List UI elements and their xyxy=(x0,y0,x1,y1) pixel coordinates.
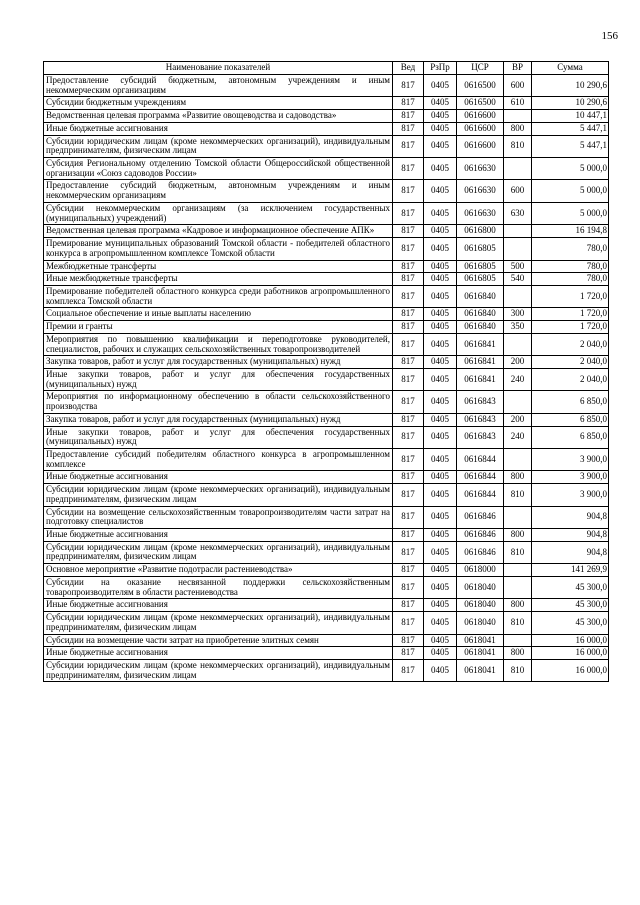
table-row xyxy=(44,308,609,321)
cell-rzpr: 0405 xyxy=(424,308,457,321)
cell-csr: 0618000 xyxy=(457,564,504,577)
cell-ved: 817 xyxy=(393,647,424,660)
table-row xyxy=(44,647,609,660)
cell-sum: 904,8 xyxy=(532,529,609,542)
cell-ved: 817 xyxy=(393,110,424,123)
cell-rzpr: 0405 xyxy=(424,484,457,506)
cell-rzpr: 0405 xyxy=(424,659,457,681)
cell-vr xyxy=(504,110,532,123)
cell-sum: 5 000,0 xyxy=(532,202,609,224)
cell-csr: 0616841 xyxy=(457,333,504,355)
cell-sum: 45 300,0 xyxy=(532,612,609,634)
cell-ved: 817 xyxy=(393,426,424,448)
header-sum: Сумма xyxy=(532,62,609,75)
cell-name: Предоставление субсидий победителям областного конкурса в агропромышленном комплексе xyxy=(44,449,393,471)
cell-sum: 16 000,0 xyxy=(532,659,609,681)
page-number: 156 xyxy=(601,30,618,42)
cell-sum: 3 900,0 xyxy=(532,484,609,506)
cell-rzpr: 0405 xyxy=(424,180,457,202)
cell-rzpr: 0405 xyxy=(424,599,457,612)
cell-name: Субсидии юридическим лицам (кроме некоммерческих организаций), индивидуальным предпринимателям, физическим лицам xyxy=(44,135,393,157)
cell-name: Предоставление субсидий бюджетным, автономным учреждениям и иным некоммерческим организациям xyxy=(44,180,393,202)
cell-vr: 800 xyxy=(504,529,532,542)
cell-vr xyxy=(504,634,532,647)
cell-name: Субсидии юридическим лицам (кроме некоммерческих организаций), индивидуальным предпринимателям, физическим лицам xyxy=(44,541,393,563)
cell-ved: 817 xyxy=(393,202,424,224)
cell-sum: 3 900,0 xyxy=(532,449,609,471)
cell-ved: 817 xyxy=(393,321,424,334)
cell-csr: 0618040 xyxy=(457,599,504,612)
cell-vr: 350 xyxy=(504,321,532,334)
cell-name: Иные бюджетные ассигнования xyxy=(44,529,393,542)
table-row xyxy=(44,484,609,506)
cell-csr: 0616805 xyxy=(457,238,504,260)
cell-sum: 1 720,0 xyxy=(532,285,609,307)
cell-vr xyxy=(504,285,532,307)
header-name: Наименование показателей xyxy=(44,62,393,75)
table-row xyxy=(44,413,609,426)
table-row xyxy=(44,110,609,123)
cell-ved: 817 xyxy=(393,564,424,577)
cell-sum: 6 850,0 xyxy=(532,391,609,413)
cell-vr: 800 xyxy=(504,471,532,484)
cell-csr: 0616844 xyxy=(457,471,504,484)
cell-sum: 2 040,0 xyxy=(532,368,609,390)
cell-rzpr: 0405 xyxy=(424,413,457,426)
cell-csr: 0616844 xyxy=(457,484,504,506)
cell-sum: 16 194,8 xyxy=(532,225,609,238)
cell-sum: 10 447,1 xyxy=(532,110,609,123)
cell-rzpr: 0405 xyxy=(424,333,457,355)
cell-csr: 0616805 xyxy=(457,260,504,273)
cell-sum: 10 290,6 xyxy=(532,75,609,97)
cell-rzpr: 0405 xyxy=(424,576,457,598)
cell-ved: 817 xyxy=(393,391,424,413)
cell-sum: 1 720,0 xyxy=(532,308,609,321)
cell-sum: 6 850,0 xyxy=(532,426,609,448)
cell-vr: 810 xyxy=(504,135,532,157)
cell-csr: 0618040 xyxy=(457,576,504,598)
cell-csr: 0616846 xyxy=(457,541,504,563)
cell-rzpr: 0405 xyxy=(424,471,457,484)
cell-name: Ведомственная целевая программа «Кадровое и информационное обеспечение АПК» xyxy=(44,225,393,238)
cell-name: Основное мероприятие «Развитие подотрасли растениеводства» xyxy=(44,564,393,577)
cell-vr xyxy=(504,238,532,260)
cell-name: Иные бюджетные ассигнования xyxy=(44,599,393,612)
cell-sum: 45 300,0 xyxy=(532,576,609,598)
table-row xyxy=(44,260,609,273)
cell-vr: 630 xyxy=(504,202,532,224)
table-row xyxy=(44,576,609,598)
cell-csr: 0616500 xyxy=(457,75,504,97)
cell-name: Субсидии на оказание несвязанной поддержки сельскохозяйственным товаропроизводителям в области растениеводства xyxy=(44,576,393,598)
cell-sum: 5 000,0 xyxy=(532,180,609,202)
cell-ved: 817 xyxy=(393,260,424,273)
cell-rzpr: 0405 xyxy=(424,529,457,542)
cell-name: Мероприятия по информационному обеспечению в области сельскохозяйственного производства xyxy=(44,391,393,413)
cell-ved: 817 xyxy=(393,612,424,634)
table-row xyxy=(44,426,609,448)
table-row xyxy=(44,225,609,238)
cell-sum: 10 290,6 xyxy=(532,97,609,110)
cell-sum: 5 000,0 xyxy=(532,158,609,180)
cell-csr: 0616846 xyxy=(457,506,504,528)
table-row xyxy=(44,612,609,634)
cell-name: Иные бюджетные ассигнования xyxy=(44,122,393,135)
cell-name: Социальное обеспечение и иные выплаты населению xyxy=(44,308,393,321)
table-row xyxy=(44,449,609,471)
cell-name: Субсидии юридическим лицам (кроме некоммерческих организаций), индивидуальным предпринимателям, физическим лицам xyxy=(44,659,393,681)
cell-vr: 600 xyxy=(504,75,532,97)
cell-name: Субсидии некоммерческим организациям (за исключением государственных (муниципальных) учреждений) xyxy=(44,202,393,224)
cell-ved: 817 xyxy=(393,356,424,369)
table-row xyxy=(44,529,609,542)
cell-vr xyxy=(504,391,532,413)
cell-rzpr: 0405 xyxy=(424,225,457,238)
table-row xyxy=(44,75,609,97)
table-row xyxy=(44,368,609,390)
cell-rzpr: 0405 xyxy=(424,541,457,563)
cell-csr: 0616800 xyxy=(457,225,504,238)
cell-ved: 817 xyxy=(393,75,424,97)
cell-ved: 817 xyxy=(393,238,424,260)
cell-ved: 817 xyxy=(393,158,424,180)
table-row xyxy=(44,471,609,484)
cell-csr: 0616600 xyxy=(457,122,504,135)
cell-sum: 5 447,1 xyxy=(532,135,609,157)
cell-ved: 817 xyxy=(393,471,424,484)
cell-csr: 0616630 xyxy=(457,158,504,180)
cell-rzpr: 0405 xyxy=(424,564,457,577)
cell-ved: 817 xyxy=(393,225,424,238)
table-row xyxy=(44,541,609,563)
cell-rzpr: 0405 xyxy=(424,97,457,110)
cell-name: Иные закупки товаров, работ и услуг для обеспечения государственных (муниципальных) нужд xyxy=(44,368,393,390)
cell-rzpr: 0405 xyxy=(424,75,457,97)
cell-rzpr: 0405 xyxy=(424,110,457,123)
cell-ved: 817 xyxy=(393,308,424,321)
cell-csr: 0616840 xyxy=(457,321,504,334)
table-row xyxy=(44,285,609,307)
cell-rzpr: 0405 xyxy=(424,506,457,528)
header-csr: ЦСР xyxy=(457,62,504,75)
cell-vr xyxy=(504,333,532,355)
cell-ved: 817 xyxy=(393,122,424,135)
cell-vr: 800 xyxy=(504,599,532,612)
cell-sum: 5 447,1 xyxy=(532,122,609,135)
cell-rzpr: 0405 xyxy=(424,158,457,180)
cell-csr: 0618041 xyxy=(457,634,504,647)
cell-vr xyxy=(504,449,532,471)
cell-name: Иные бюджетные ассигнования xyxy=(44,471,393,484)
cell-vr: 240 xyxy=(504,368,532,390)
cell-csr: 0616844 xyxy=(457,449,504,471)
cell-sum: 1 720,0 xyxy=(532,321,609,334)
cell-vr: 200 xyxy=(504,356,532,369)
cell-vr xyxy=(504,225,532,238)
cell-name: Субсидия Региональному отделению Томской области Общероссийской общественной организации «Союз садоводов России» xyxy=(44,158,393,180)
cell-sum: 6 850,0 xyxy=(532,413,609,426)
header-vr: ВР xyxy=(504,62,532,75)
table-row xyxy=(44,659,609,681)
cell-csr: 0616805 xyxy=(457,273,504,286)
cell-sum: 141 269,9 xyxy=(532,564,609,577)
cell-rzpr: 0405 xyxy=(424,391,457,413)
table-row xyxy=(44,158,609,180)
cell-rzpr: 0405 xyxy=(424,238,457,260)
cell-vr xyxy=(504,506,532,528)
cell-ved: 817 xyxy=(393,449,424,471)
cell-rzpr: 0405 xyxy=(424,321,457,334)
cell-ved: 817 xyxy=(393,541,424,563)
cell-sum: 780,0 xyxy=(532,273,609,286)
cell-vr xyxy=(504,576,532,598)
cell-rzpr: 0405 xyxy=(424,647,457,660)
cell-sum: 16 000,0 xyxy=(532,647,609,660)
cell-csr: 0616600 xyxy=(457,135,504,157)
cell-name: Премии и гранты xyxy=(44,321,393,334)
cell-name: Закупка товаров, работ и услуг для государственных (муниципальных) нужд xyxy=(44,413,393,426)
cell-ved: 817 xyxy=(393,413,424,426)
table-row xyxy=(44,333,609,355)
cell-rzpr: 0405 xyxy=(424,260,457,273)
table-row xyxy=(44,273,609,286)
cell-ved: 817 xyxy=(393,368,424,390)
cell-ved: 817 xyxy=(393,273,424,286)
cell-ved: 817 xyxy=(393,659,424,681)
cell-vr: 500 xyxy=(504,260,532,273)
cell-vr: 810 xyxy=(504,484,532,506)
cell-name: Иные закупки товаров, работ и услуг для обеспечения государственных (муниципальных) нужд xyxy=(44,426,393,448)
cell-sum: 904,8 xyxy=(532,506,609,528)
cell-csr: 0618041 xyxy=(457,647,504,660)
cell-sum: 780,0 xyxy=(532,260,609,273)
cell-csr: 0616843 xyxy=(457,413,504,426)
cell-name: Мероприятия по повышению квалификации и переподготовке руководителей, специалистов, рабочих и служащих сельскохозяйственных товаропроизводителей xyxy=(44,333,393,355)
cell-rzpr: 0405 xyxy=(424,273,457,286)
cell-ved: 817 xyxy=(393,180,424,202)
cell-vr: 810 xyxy=(504,612,532,634)
table-row xyxy=(44,599,609,612)
cell-vr xyxy=(504,158,532,180)
cell-ved: 817 xyxy=(393,506,424,528)
cell-sum: 16 000,0 xyxy=(532,634,609,647)
cell-ved: 817 xyxy=(393,576,424,598)
cell-vr: 240 xyxy=(504,426,532,448)
cell-vr: 800 xyxy=(504,647,532,660)
cell-sum: 904,8 xyxy=(532,541,609,563)
table-row xyxy=(44,238,609,260)
cell-ved: 817 xyxy=(393,333,424,355)
cell-rzpr: 0405 xyxy=(424,122,457,135)
table-row xyxy=(44,321,609,334)
cell-vr: 800 xyxy=(504,122,532,135)
cell-vr: 810 xyxy=(504,659,532,681)
cell-name: Субсидии бюджетным учреждениям xyxy=(44,97,393,110)
cell-name: Закупка товаров, работ и услуг для государственных (муниципальных) нужд xyxy=(44,356,393,369)
cell-name: Субсидии на возмещение сельскохозяйственным товаропроизводителям части затрат на подготовку специалистов xyxy=(44,506,393,528)
cell-ved: 817 xyxy=(393,484,424,506)
cell-sum: 3 900,0 xyxy=(532,471,609,484)
table-row xyxy=(44,391,609,413)
cell-csr: 0616843 xyxy=(457,391,504,413)
cell-vr xyxy=(504,564,532,577)
cell-csr: 0616630 xyxy=(457,202,504,224)
table-row xyxy=(44,564,609,577)
cell-sum: 2 040,0 xyxy=(532,333,609,355)
cell-rzpr: 0405 xyxy=(424,285,457,307)
table-row xyxy=(44,634,609,647)
cell-rzpr: 0405 xyxy=(424,634,457,647)
cell-name: Ведомственная целевая программа «Развитие овощеводства и садоводства» xyxy=(44,110,393,123)
cell-name: Субсидии юридическим лицам (кроме некоммерческих организаций), индивидуальным предпринимателям, физическим лицам xyxy=(44,484,393,506)
cell-csr: 0616840 xyxy=(457,308,504,321)
header-rzpr: РзПр xyxy=(424,62,457,75)
cell-rzpr: 0405 xyxy=(424,426,457,448)
cell-csr: 0616841 xyxy=(457,356,504,369)
cell-name: Иные межбюджетные трансферты xyxy=(44,273,393,286)
cell-name: Иные бюджетные ассигнования xyxy=(44,647,393,660)
cell-name: Межбюджетные трансферты xyxy=(44,260,393,273)
cell-name: Субсидии юридическим лицам (кроме некоммерческих организаций), индивидуальным предпринимателям, физическим лицам xyxy=(44,612,393,634)
table-row xyxy=(44,506,609,528)
cell-vr: 600 xyxy=(504,180,532,202)
cell-rzpr: 0405 xyxy=(424,368,457,390)
table-row xyxy=(44,135,609,157)
cell-name: Премирование муниципальных образований Томской области - победителей областного конкурса в агропромышленном комплексе Томской области xyxy=(44,238,393,260)
cell-vr: 610 xyxy=(504,97,532,110)
cell-csr: 0618041 xyxy=(457,659,504,681)
table-row xyxy=(44,356,609,369)
table-body xyxy=(44,75,609,682)
table-row xyxy=(44,97,609,110)
cell-rzpr: 0405 xyxy=(424,612,457,634)
cell-sum: 2 040,0 xyxy=(532,356,609,369)
cell-name: Субсидии на возмещение части затрат на приобретение элитных семян xyxy=(44,634,393,647)
cell-vr: 810 xyxy=(504,541,532,563)
cell-ved: 817 xyxy=(393,135,424,157)
cell-csr: 0616841 xyxy=(457,368,504,390)
cell-rzpr: 0405 xyxy=(424,449,457,471)
cell-rzpr: 0405 xyxy=(424,135,457,157)
cell-sum: 780,0 xyxy=(532,238,609,260)
cell-name: Предоставление субсидий бюджетным, автономным учреждениям и иным некоммерческим организациям xyxy=(44,75,393,97)
cell-csr: 0616846 xyxy=(457,529,504,542)
cell-name: Премирование победителей областного конкурса среди работников агропромышленного комплекса Томской области xyxy=(44,285,393,307)
cell-ved: 817 xyxy=(393,529,424,542)
cell-vr: 300 xyxy=(504,308,532,321)
budget-table xyxy=(43,61,609,682)
cell-ved: 817 xyxy=(393,599,424,612)
cell-csr: 0616600 xyxy=(457,110,504,123)
table-row xyxy=(44,202,609,224)
cell-csr: 0616500 xyxy=(457,97,504,110)
cell-vr: 200 xyxy=(504,413,532,426)
cell-ved: 817 xyxy=(393,97,424,110)
header-ved: Вед xyxy=(393,62,424,75)
cell-rzpr: 0405 xyxy=(424,202,457,224)
cell-ved: 817 xyxy=(393,285,424,307)
table-row xyxy=(44,180,609,202)
cell-rzpr: 0405 xyxy=(424,356,457,369)
cell-sum: 45 300,0 xyxy=(532,599,609,612)
cell-vr: 540 xyxy=(504,273,532,286)
table-row xyxy=(44,122,609,135)
cell-csr: 0616840 xyxy=(457,285,504,307)
table-header-row xyxy=(44,62,609,75)
cell-csr: 0616630 xyxy=(457,180,504,202)
cell-csr: 0616843 xyxy=(457,426,504,448)
cell-ved: 817 xyxy=(393,634,424,647)
cell-csr: 0618040 xyxy=(457,612,504,634)
